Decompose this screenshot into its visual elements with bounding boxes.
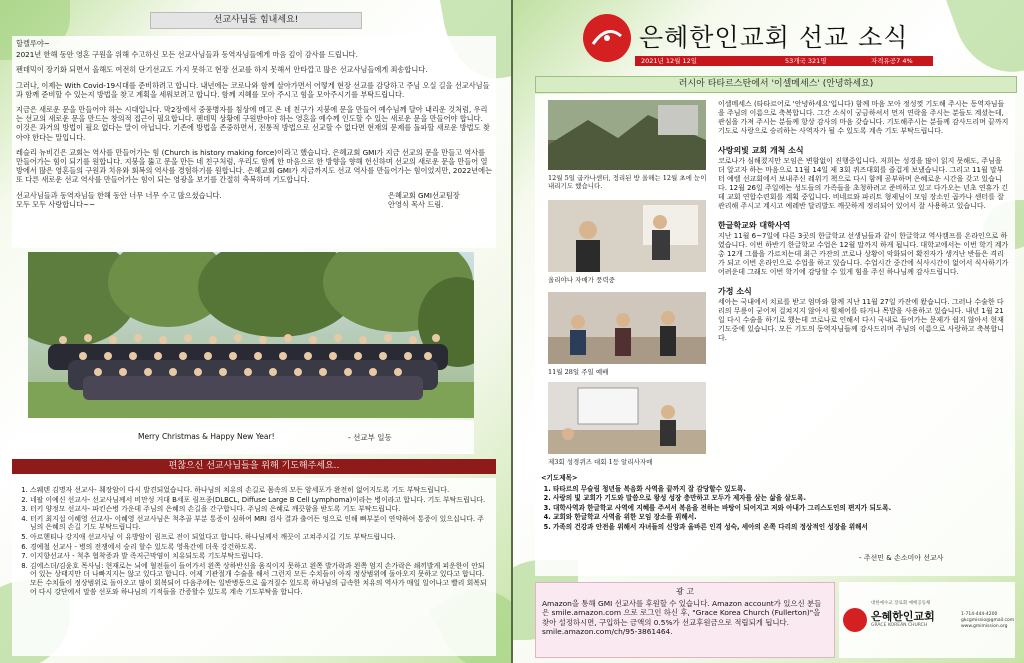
photo-quiz [548,382,706,454]
prayer-item: 7. 이지향선교사 - 척추 협착증과 발 족저근막염이 치유되도록 기도부탁드립니다. [30,552,490,561]
group-photo [28,252,474,418]
prayer-item: 1. 스웨덴 김명자 선교사- 췌장암이 다시 발견되었습니다. 하나님의 치유의 손길로 몸속의 모든 암세포가 완전히 없어지도록 기도 부탁드립니다. [30,486,490,495]
signature-name: 안영식 목사 드림. [388,199,444,209]
section-body: 코로나가 심해졌지만 모임은 변함없이 진행중입니다. 저희는 성경을 많이 읽지 못해도, 주님을 더 알고자 하는 마음으로 11월 14일 제 3회 퀴즈대회를 즐겁게 보냈습니다. 그리고 11월 말부터 예렐 선교회에서 보내주신 레위기 책으로 다시 함께 공부하며 은혜로운 시간을 갖고 있습니다. 12월 26일 주일에는 성도들의 가족들을 초청하려고 준비하고 있고 다가오는 년초 연휴가 긴데 교회 연합수련회를 계획 중입니다. 비네르와 파리트 형제님이 모임 장소인 곱카나 센터를 잘 관리해 주시고 계시고 예레반 달리발도 깨끗하게 정리되어 있어서 잘 사용하고 있습니다. [718,157,1009,210]
leaf-decoration [944,0,1024,87]
banner-cheer: 선교사님들 힘내세요! [150,12,362,29]
paragraph: 지금은 새로운 문을 만들어야 하는 시대입니다. 막2장에서 중풍병자를 침상에 메고 온 네 친구가 지붕에 문을 만들어 예수님께 달아 내리운 것처럼, 우리는 선교의 새로운 문을 만드는 창의적 접근이 필요합니다. 펜데믹 상황에 구원받아야 하는 영혼을 예수께 인도할 수 있는 새로운 문을 만들어야 합니다. 이것은 과거의 방법이 필요 없다는 말이 아닙니다. 기존에 방법을 존중하면서, 전통적 방법으로 선교할 수 없다면 현재의 문제를 돌파할 새로운 방법도 찾아야 한다는 말입니다. [16,105,490,142]
masthead-info-bar [635,56,933,66]
intro-paragraph: 이셀메세스 (타타르어로 '안녕하세요'입니다) 함께 마음 모아 정성껏 기도해 주시는 동역자님들을 주님의 이름으로 축복합니다. 그간 소식이 궁금하셔서 먼저 연락을 주시는 분들도 계셨는데, 관심을 가져 주시는 분들께 항상 감사의 마음 갖습니다. 기도해주시는 분들께 감사드리며 끝까지 기도로 사랑으로 승리하는 사역자가 될 수 있도록 계속 기도 부탁드립니다. [718,100,1009,135]
prayer-request-item: 5. 가족의 건강과 안전을 위해서 자녀들의 신앙과 올바른 인격 성숙, 세아의 온쪽 다리의 정상적인 성장을 위해서 [553,523,1011,532]
left-page [0,0,511,663]
prayer-list [18,486,490,596]
photo-caption-box [28,420,474,454]
letter-body [12,36,496,248]
paragraph: 선교사님들과 동역자님들 한해 동안 너무 너무 수고 많으셨습니다. [16,190,222,200]
prayer-item: 4. 터키 최지섭 이혜영 선교사- 이혜영 선교사님은 척추골 부분 통증이 심하여 MRI 검사 결과 출어든 엉으로 인해 뼈부분이 연약하여 통증이 있으십니다. 주님의 은혜의 손길 기도 부탁드립니다. [30,515,490,532]
masthead-extra: 자격유공7 4% [871,57,913,65]
banner-prayer: 편찮으신 선교사님들을 위해 기도해주세요.. [12,459,496,474]
photo-caption: 11월 28일 주일 예배 [548,368,609,376]
ad-text: Amazon을 통해 GMI 선교사를 후원할 수 있습니다. Amazon account가 있으신 분들은 smile.amazon.com 으로 로그인 하신 후, "Grace Korea Church (Fullerton)"을 찾아 설정하시면, 구입하는 금액의 0.5%가 선교후원금으로 적립되게 됩니다. smile.amazon.com/ch/95-3861464. [542,599,822,637]
masthead-date: 2021년 12월 12일 [641,57,698,65]
prayer-request-item: 1. 타타르의 무슬림 청년들 복음화 사역을 끝까지 잘 감당할수 있도록. [553,485,1011,494]
ad-title: 광 고 [676,587,694,596]
masthead-issue: 53개국 321명 [785,57,827,65]
section-banner: 러시아 타타르스탄에서 '이셀메세스' (안녕하세요) [535,76,1017,93]
prayer-requests [541,474,1011,533]
paragraph: 그러나, 이제는 With Covid-19시대를 준비하려고 합니다. 내년에는 코로나와 함께 살아가면서 어떻게 현장 선교를 감당하고 주님 오실 길을 선교사님들과 함께 준비할 수 있는지 방법을 찾고 계획을 세워보려고 합니다. 함께 지혜를 모아 주시고 힘을 모아주시기를 부탁드립니다. [16,80,490,99]
prayer-item: 8. 김에스더/김윤호 목사님: 현재로는 뇌에 혈전들이 들어가서 왼쪽 상하반신을 움직이지 못하고 왼쪽 발가락과 왼쪽 엄지 손가락은 쇄끼발게 피운한이 안되어 있는 상태지만 더 나빠지지는 않고 있다고 합니다. 어제 기관절개 수술을 해서 그런지 모든 수치들이 아직 정상범위에 돌아오지 못하고 있다고 합니다. 모든 수치들이 정상범위로 돌아오고 많이 회복되어 다음주에는 일반병동으로 옮겨질수 있도록 하나님의 급속한 치유의 역사가 매일 일어나고 빨리 회복되어 다시 강단에서 말씀 선포와 하나님의 기적들을 간증할수 있도록 계속 기도부탁을 합니다. [30,562,490,596]
section-title: 가정 소식 [718,287,752,296]
photo-caption: 12월 5일 굽카나센터, 정리된 방 올해는 12월 초에 눈이 내리기도 했습니다. [548,174,707,190]
paragraph: 2021년 한해 동안 영혼 구원을 위해 수고하신 모든 선교사님들과 동역자님들에게 마음 깊이 감사를 드립니다. [16,50,358,60]
footer-logo-icon [843,608,867,632]
prayer-item: 3. 터키 양정모 선교사- 파킨슨병 가운데 주님의 은혜의 손길을 간구합니다. 주님의 은혜로 깨끗함을 받도록 기도 부탁드립니다. [30,505,490,514]
photo-caption: 제3회 성경퀴즈 대회 1등 알리사자매 [548,458,653,466]
prayer-request-item: 3. 대학사역과 한글학교 사역에 지혜를 주셔서 복음을 전하는 바탕이 되어지고 저와 아내가 그리스도인의 편지가 되도록. [553,504,1011,513]
prayer-item: 5. 아르헨티나 강지애 선교사님 이 유방암이 림프로 전이 되었다고 합니다. 하나님께서 깨끗이 고쳐주시길 기도 부탁드립니다. [30,533,490,542]
footer-email: gkcgmissio@gmail.com [961,618,1015,623]
church-logo-icon [583,14,631,62]
footer-phone: 1-714-444-4200 [961,612,998,617]
section-body: 세아는 국내에서 치료를 받고 엄마와 함께 지난 11월 27일 카잔에 왔습니다. 그러나 수술한 다리의 무릎이 굳어져 걸쳐지지 않아서 휠체어를 타거나 목발을 사용하고 있습니다. 내년 1월 21일 다시 수술을 하기로 했는데 코로나로 인해서 다시 국내로 들어가는 문제가 쉽지 않아서 현재 기도중에 있습니다. 모든 기도의 동역자님들께 감사드리며 주님의 이름으로 사랑하고 축복합니다. [718,298,1004,342]
photo-worship [548,292,706,364]
section-title: 한글학교와 대학사역 [718,221,791,230]
paragraph: 레슬리 뉴비긴은 교회는 역사를 만들어가는 힘 (Church is history making force)이라고 했습니다. 은혜교회 GMI가 지금 선교의 문을 만들고 역사를 만들어가는 힘이 되기를 원합니다. 지붕을 뚫고 문을 만든 네 친구처럼, 우리도 함께 한 마음으로 한 방향을 향해 헌신하며 선교의 새로운 문을 만들어 열방에서 많은 영혼들의 구원과 치유와 회복의 역사를 경험하기를 원합니다. 은혜교회 GMI가 지금까지도 선교 역사를 만들어가는 힘이었지만, 2022년에는 또 다른 새로운 선교 역사를 만들어가는 힘이 되는 영광을 보기를 간절히 축복하며 기도합니다. [16,147,493,185]
prayer-request-item: 2. 사랑의 빛 교회가 기도와 말씀으로 왕성 성장 충만하고 모두가 제자를 삼는 삶을 살도록. [553,494,1011,503]
photo-credit: - 선교부 일동 [348,433,392,442]
photo-center-room [548,100,706,170]
report-text-column [718,100,1010,349]
paragraph: 모두 모두 사랑합니다~~ [16,199,96,209]
footer-contact [961,612,1014,630]
greeting: 할렐루야~ [16,39,50,48]
photo-caption: Merry Christmas & Happy New Year! [138,432,275,441]
church-footer [839,582,1015,658]
footer-web[interactable]: www.gmimission.org [961,624,1008,629]
prayer-requests-title: <기도제목> [541,474,578,482]
masthead-title: 은혜한인교회 선교 소식 [639,23,909,52]
signature-org: 은혜교회 GMI선교팀장 [388,190,460,200]
section-body: 지난 11월 6~7일에 다른 3곳의 한글학교 선생님들과 같이 한글학교 역사캠프를 온라인으로 하였습니다. 이번 하반기 한글학교 수업은 12월 말까지 하게 됩니다. 대학교에서는 이번 학기 계가 총 12개 그룹을 가르치는데 최근 카잔의 코로나 상황이 악화되어 확진자가 생겨난 반들은 격리가 되고 이번 온라인으로 수업을 하고 있습니다. 수업시간 중간에 식사시간이 없어서 식사하기가 어려운데 그래도 이번 학기에 감당할 수 있게 힘을 주신 하나님께 감사드립니다. [718,232,1009,276]
prayer-request-item: 4. 교회와 한글학교 사역을 위한 모임 장소를 위해서. [553,513,1011,522]
photo-speaker [548,200,706,272]
footer-church-name: 은혜한인교회 [871,610,935,623]
photo-caption: 올리야나 자매가 풍력중 [548,276,615,284]
ad-box [535,582,835,658]
section-title: 사랑의빛 교회 개척 소식 [718,146,804,155]
missionary-signoff: - 주선민 & 손소미아 선교사 [859,554,944,562]
paragraph: 펜데믹이 장기화 되면서 올해도 여전히 단기선교도 가지 못하고 현장 선교를 하지 못해서 안타깝고 많은 선교사님들에게 죄송합니다. [16,65,428,75]
prayer-list-box [12,478,496,656]
prayer-item: 2. 네팔 이예신 선교사- 선교사님께서 비만성 거대 B세포 림프종(DLBCL, Diffuse Large B Cell Lymphoma)이라는 병이라고 합니다. 기도 부탁드립니다. [30,496,490,505]
footer-church-sub: GRACE KOREAN CHURCH [871,623,928,628]
footer-tagline: 대한예수교 장로회 예배공동체 [871,601,931,606]
right-page [513,0,1024,663]
prayer-item: 6. 경예철 선교사 - 병의 전쟁에서 승리 할수 있도록 영육간에 더욱 강건하도록. [30,543,490,552]
